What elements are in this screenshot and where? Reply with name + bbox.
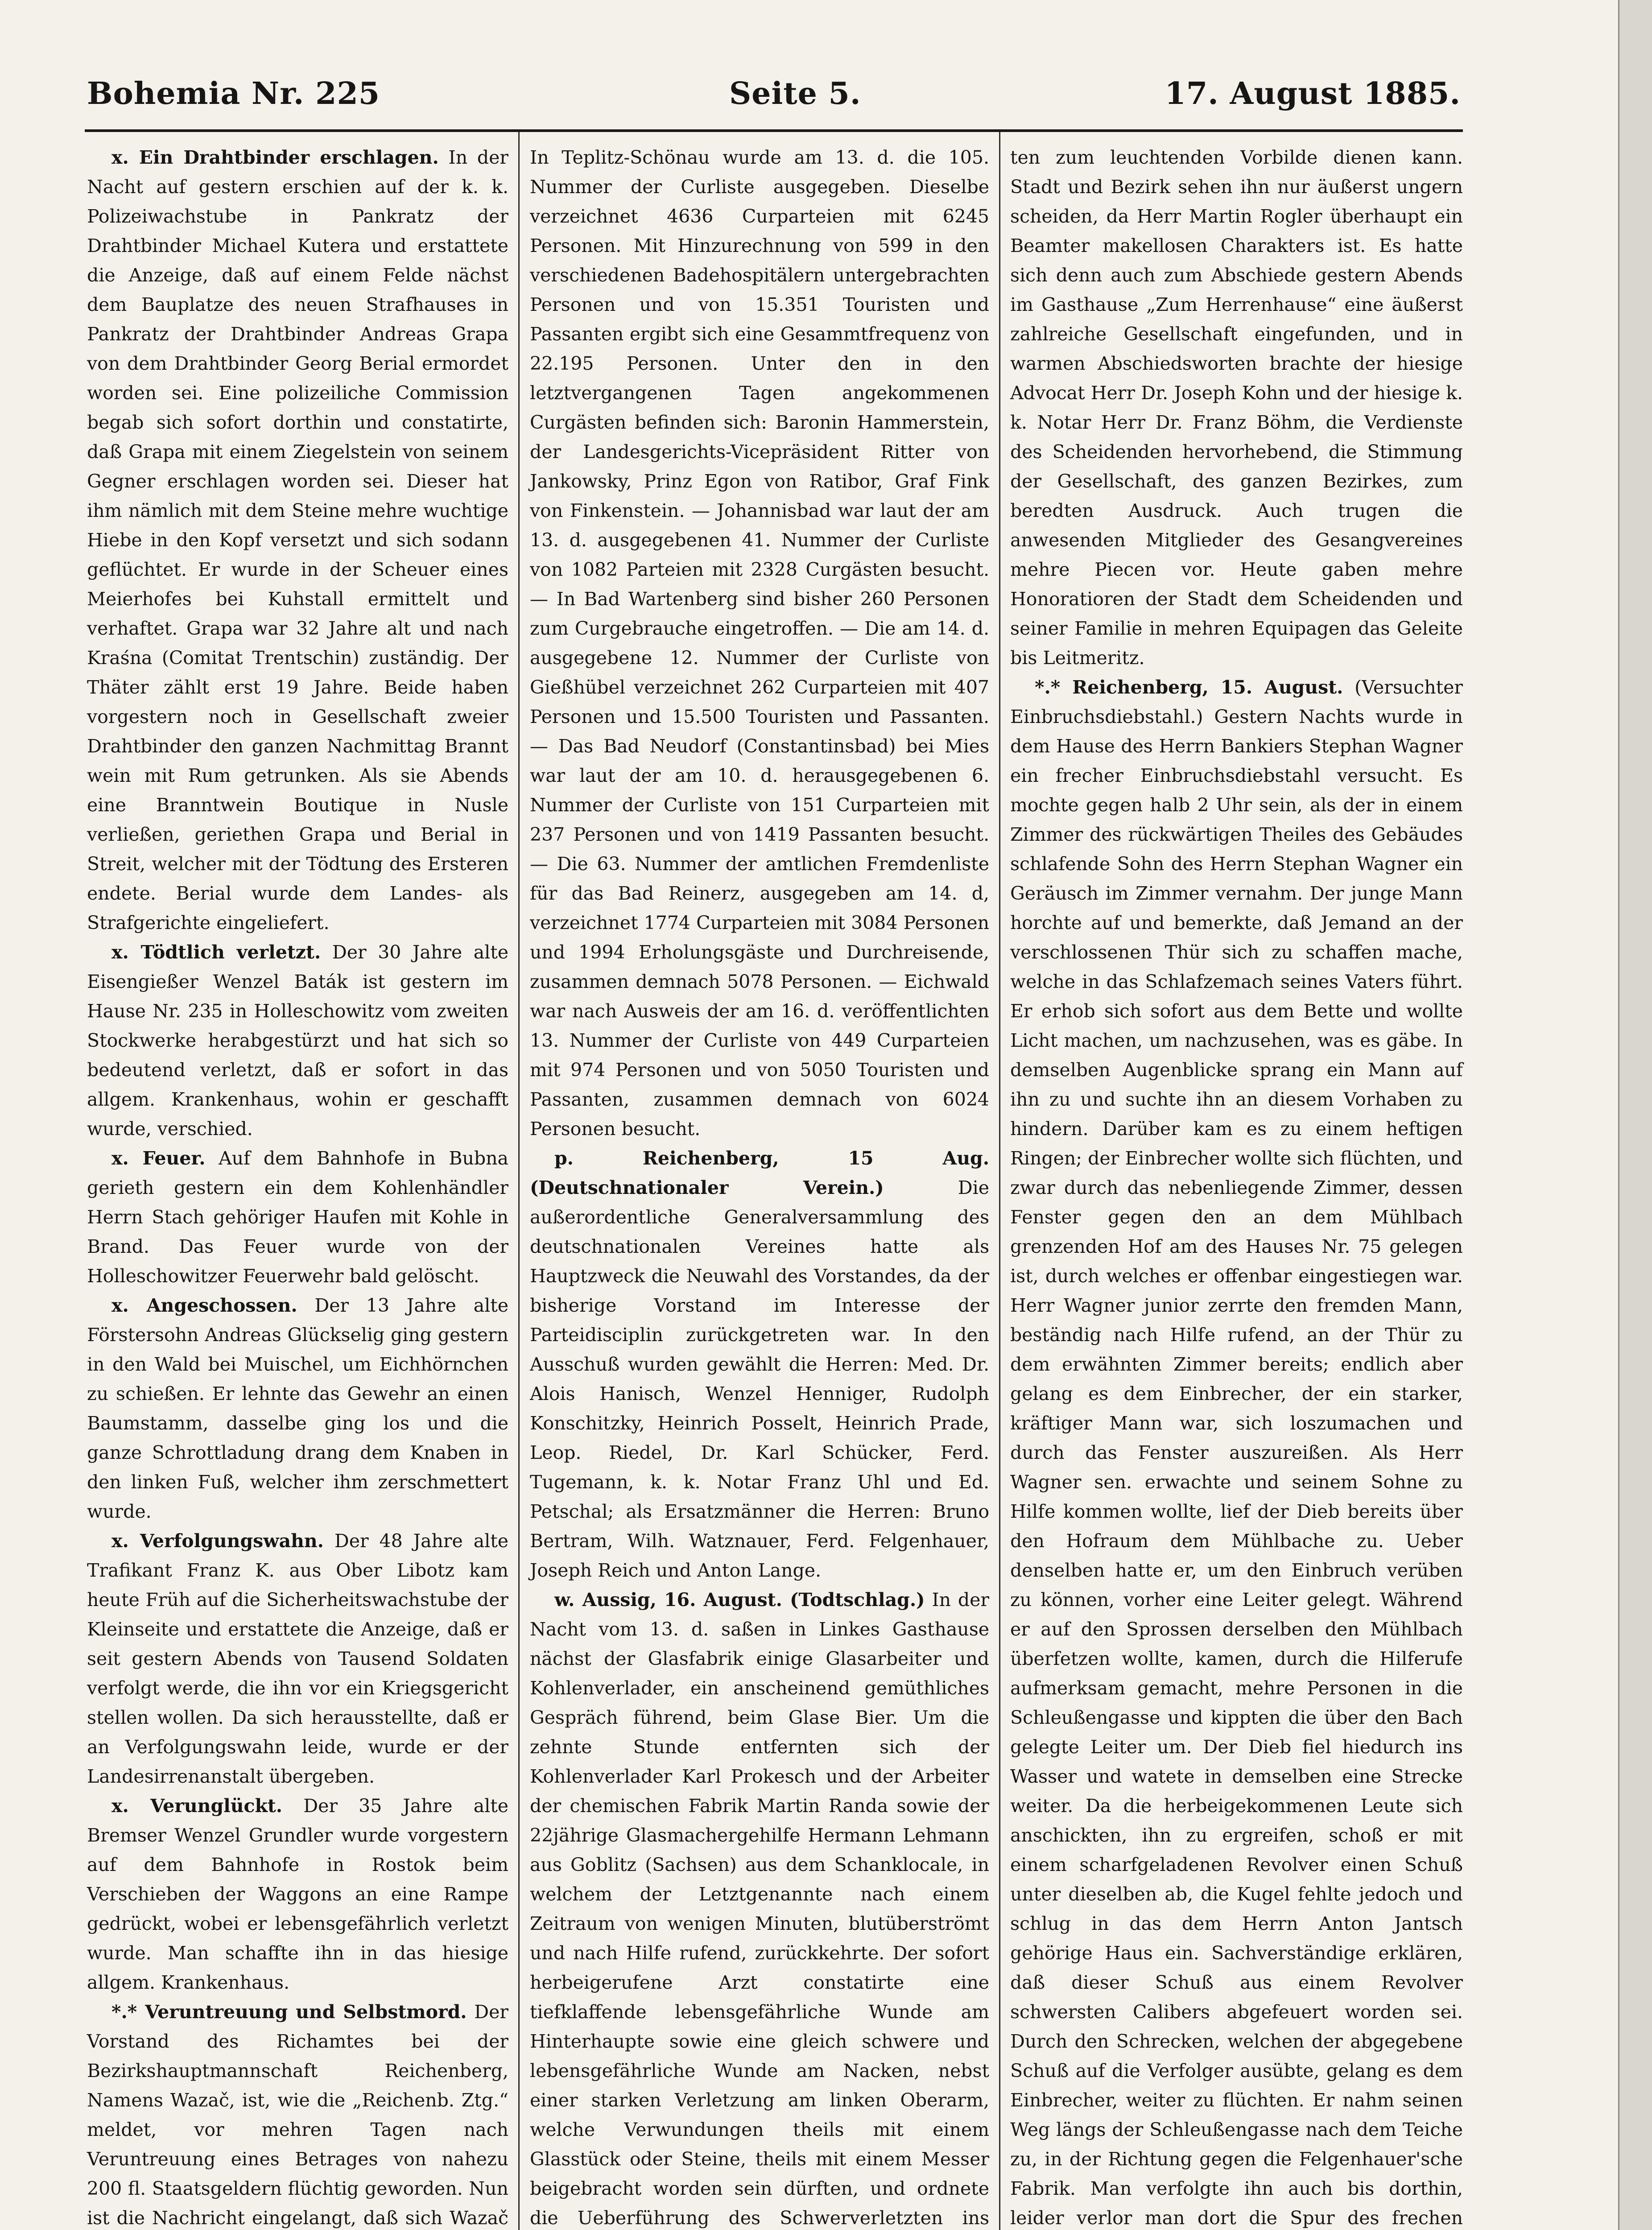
article-text: In Teplitz-Schönau wurde am 13. d. die 105. Nummer der Curliste ausgegeben. Dieselbe verzeichnet 4636 Curparteien mit 6245 Personen. Mit Hinzurechnung von 599 in den verschiedenen Badehospitälern untergebrachten Personen und von 15.351 Touristen und Passanten ergibt sich eine Gesammtfrequenz von 22.195 Personen. Unter den in den letztvergangenen Tagen angekommenen Curgästen befinden sich: Baronin Hammerstein, der Landesgerichts-Vicepräsident Ritter von Jankowsky, Prinz Egon von Ratibor, Graf Fink von Finkenstein. — Johannisbad war laut der am 13. d. ausgegebenen 41. Nummer der Curliste von 1082 Parteien mit 2328 Curgästen besucht. — In Bad Wartenberg sind bisher 260 Personen zum Curgebrauche eingetroffen. — Die am 14. d. ausgegebene 12. Nummer der Curliste von Gießhübel verzeichnet 262 Curparteien mit 407 Personen und 15.500 Touristen und Passanten. — Das Bad Neudorf (Constantinsbad) bei Mies war laut der am 10. d. herausgegebenen 6. Nummer der Curliste von 151 Curparteien mit 237 Personen und von 1419 Passanten besucht. — Die 63. Nummer der amtlichen Fremdenliste für das Bad Reinerz, ausgegeben am 14. d, verzeichnet 1774 Curparteien mit 3084 Personen und 1994 Erholungsgäste und Durchreisende, zusammen demnach 5078 Personen. — Eichwald war nach Ausweis der am 16. d. veröffentlichten 13. Nummer der Curliste von 449 Curparteien mit 974 Personen und von 5050 Touristen und Passanten, zusammen demnach von 6024 Personen besucht. [530,147,989,1140]
article-paragraph [87,1144,508,1291]
article-paragraph [87,1526,508,1791]
article-paragraph [530,1144,989,1585]
column-2 [530,143,989,2229]
page-header [87,76,1461,125]
article-text: Der 30 Jahre alte Eisengießer Wenzel Baták ist gestern im Hause Nr. 235 in Holleschowitz vom zweiten Stockwerke herabgestürzt und hat sich so bedeutend verletzt, daß er sofort in das allgem. Krankenhaus, wohin er geschafft wurde, verschied. [87,942,508,1140]
article-text: Der 35 Jahre alte Bremser Wenzel Grundler wurde vorgestern auf dem Bahnhofe in Rostok beim Verschieben der Waggons an eine Rampe gedrückt, wobei er lebensgefährlich verletzt wurde. Man schaffte ihn in das hiesige allgem. Krankenhaus. [87,1795,508,1993]
article-paragraph [87,143,508,937]
issue-date: 17. August 1885. [1165,76,1461,112]
article-heading: x. Feuer. [112,1148,206,1169]
article-paragraph [530,1585,989,2230]
article-text: In der Nacht vom 13. d. saßen in Linkes Gasthause nächst der Glasfabrik einige Glasarbeiter und Kohlenverlader, ein anscheinend gemüthliches Gespräch führend, beim Glase Bier. Um die zehnte Stunde entfernten sich der Kohlenverlader Karl Prokesch und der Arbeiter der chemischen Fabrik Martin Randa sowie der 22jährige Glasmachergehilfe Hermann Lehmann aus Goblitz (Sachsen) aus dem Schanklocale, in welchem der Letztgenannte nach einem Zeitraum von wenigen Minuten, blutüberströmt und nach Hilfe rufend, zurückkehrte. Der sofort herbeigerufene Arzt constatirte eine tiefklaffende lebensgefährliche Wunde am Hinterhaupte sowie eine gleich schwere und lebensgefährliche Wunde am Nacken, nebst einer starken Verletzung am linken Oberarm, welche Verwundungen theils mit einem Glasstück oder Steine, theils mit einem Messer beigebracht worden sein dürften, und ordnete die Ueberführung des Schwerverletzten ins [530,1589,989,2229]
page-edge [1618,0,1652,2230]
article-paragraph [87,937,508,1144]
article-text: In der Nacht auf gestern erschien auf der k. k. Polizeiwachstube in Pankratz der Drahtbinder Michael Kutera und erstattete die Anzeige, daß auf einem Felde nächst dem Bauplatze des neuen Strafhauses in Pankratz der Drahtbinder Andreas Grapa von dem Drahtbinder Georg Berial ermordet worden sei. Eine polizeiliche Commission begab sich sofort dorthin und constatirte, daß Grapa mit einem Ziegelstein von seinem Gegner erschlagen worden sei. Dieser hat ihm nämlich mit dem Steine mehre wuchtige Hiebe in den Kopf versetzt und sich sodann geflüchtet. Er wurde in der Scheuer eines Meierhofes bei Kuhstall ermittelt und verhaftet. Grapa war 32 Jahre alt und nach Kraśna (Comitat Trentschin) zuständig. Der Thäter zählt erst 19 Jahre. Beide haben vorgestern noch in Gesellschaft zweier Drahtbinder den ganzen Nachmittag Brannt wein mit Rum getrunken. Als sie Abends eine Branntwein Boutique in Nusle verließen, geriethen Grapa und Berial in Streit, welcher mit der Tödtung des Ersteren endete. Berial wurde dem Landes- als Strafgerichte eingeliefert. [87,147,508,933]
column-separator [999,132,1000,2230]
page-number: Seite 5. [729,76,861,112]
article-text: Der Vorstand des Richamtes bei der Bezirkshauptmannschaft Reichenberg, Namens Wazač, ist, wie die „Reichenb. Ztg.“ meldet, vor mehren Tagen nach Veruntreuung eines Betrages von nahezu 200 fl. Staatsgeldern flüchtig geworden. Nun ist die Nachricht eingelangt, daß sich Wazač [87,2001,508,2229]
column-3 [1010,143,1463,2229]
newspaper-title: Bohemia Nr. 225 [87,76,380,112]
article-text: (Versuchter Einbruchsdiebstahl.) Gestern Nachts wurde in dem Hause des Herrn Bankiers Stephan Wagner ein frecher Einbruchsdiebstahl versucht. Es mochte gegen halb 2 Uhr sein, als der in einem Zimmer des rückwärtigen Theiles des Gebäudes schlafende Sohn des Herrn Stephan Wagner ein Geräusch im Zimmer vernahm. Der junge Mann horchte auf und bemerkte, daß Jemand an der verschlossenen Thür sich zu schaffen mache, welche in das Schlafzemach seines Vaters führt. Er erhob sich sofort aus dem Bette und wollte Licht machen, um nachzusehen, was es gäbe. In demselben Augenblicke sprang ein Mann auf ihn zu und suchte ihn an diesem Vorhaben zu hindern. Darüber kam es zu einem heftigen Ringen; der Einbrecher wollte sich flüchten, und zwar durch das nebenliegende Zimmer, dessen Fenster gegen den an dem Mühlbach grenzenden Hof am des Hauses Nr. 75 gelegen ist, durch welches er offenbar eingestiegen war. Herr Wagner junior zerrte den fremden Mann, beständig nach Hilfe rufend, an der Thür zu dem erwähnten Zimmer bereits; endlich aber gelang es dem Einbrecher, der ein starker, kräftiger Mann war, sich loszumachen und durch das Fenster auszureißen. Als Herr Wagner sen. erwachte und seinem Sohne zu Hilfe kommen wollte, lief der Dieb bereits über den Hofraum dem Mühlbache zu. Ueber denselben hatte er, um den Einbruch verüben zu können, vorher eine Leiter gelegt. Während er auf den Sprossen derselben den Mühlbach überfetzen wollte, kamen, durch die Hilferufe aufmerksam gemacht, mehre Personen in die Schleußengasse und kippten die über den Bach gelegte Leiter um. Der Dieb fiel hiedurch ins Wasser und watete in demselben eine Strecke weiter. Da die herbeigekommenen Leute sich anschickten, ihn zu ergreifen, schoß er mit einem scharfgeladenen Revolver einen Schuß unter dieselben ab, die Kugel fehlte jedoch und schlug in das dem Herrn Anton Jantsch gehörige Haus ein. Sachverständige erklären, daß dieser Schuß aus einem Revolver schwersten Calibers abgefeuert worden sei. Durch den Schrecken, welchen der abgegebene Schuß auf die Verfolger ausübte, gelang es dem Einbrecher, weiter zu flüchten. Er nahm seinen Weg längs der Schleußengasse nach dem Teiche zu, in der Richtung gegen die Felgenhauer'sche Fabrik. Man verfolgte ihn auch bis dorthin, leider verlor man dort die Spur des frechen [1010,677,1463,2229]
article-paragraph [1010,143,1463,673]
article-paragraph [87,1997,508,2230]
article-heading: x. Verfolgungswahn. [112,1530,324,1552]
article-heading: x. Tödtlich verletzt. [112,942,321,963]
article-heading: x. Angeschossen. [112,1295,297,1316]
article-heading: x. Verunglückt. [112,1795,283,1817]
article-heading: *.* Reichenberg, 15. August. [1035,677,1343,698]
article-heading: w. Aussig, 16. August. (Todtschlag.) [554,1589,925,1611]
article-text: Der 13 Jahre alte Förstersohn Andreas Glückselig ging gestern in den Wald bei Muischel, um Eichhörnchen zu schießen. Er lehnte das Gewehr an einen Baumstamm, dasselbe ging los und die ganze Schrottladung drang dem Knaben in den linken Fuß, welcher ihm zerschmettert wurde. [87,1295,508,1522]
article-text: Die außerordentliche Generalversammlung des deutschnationalen Vereines hatte als Hauptzweck die Neuwahl des Vorstandes, da der bisherige Vorstand im Interesse der Parteidisciplin zurückgetreten war. In den Ausschuß wurden gewählt die Herren: Med. Dr. Alois Hanisch, Wenzel Henniger, Rudolph Konschitzky, Heinrich Posselt, Heinrich Prade, Leop. Riedel, Dr. Karl Schücker, Ferd. Tugemann, k. k. Notar Franz Uhl und Ed. Petschal; als Ersatzmänner die Herren: Bruno Bertram, Wilh. Watznauer, Ferd. Felgenhauer, Joseph Reich und Anton Lange. [530,1177,989,1581]
article-heading: x. Ein Drahtbinder erschlagen. [112,147,439,168]
article-text: Der 48 Jahre alte Trafikant Franz K. aus Ober Libotz kam heute Früh auf die Sicherheitswachstube der Kleinseite und erstattete die Anzeige, daß er seit gestern Abends von Tausend Soldaten verfolgt werde, die ihn vor ein Kriegsgericht stellen wollen. Da sich herausstellte, daß er an Verfolgungswahn leide, wurde er der Landesirrenanstalt übergeben. [87,1530,508,1787]
article-text: ten zum leuchtenden Vorbilde dienen kann. Stadt und Bezirk sehen ihn nur äußerst ungern scheiden, da Herr Martin Rogler überhaupt ein Beamter makellosen Charakters ist. Es hatte sich denn auch zum Abschiede gestern Abends im Gasthause „Zum Herrenhause“ eine äußerst zahlreiche Gesellschaft eingefunden, und in warmen Abschiedsworten brachte der hiesige Advocat Herr Dr. Joseph Kohn und der hiesige k. k. Notar Herr Dr. Franz Böhm, die Verdienste des Scheidenden hervorhebend, die Stimmung der Gesellschaft, des ganzen Bezirkes, zum beredten Ausdruck. Auch trugen die anwesenden Mitglieder des Gesangvereines mehre Piecen vor. Heute gaben mehre Honoratioren der Stadt dem Scheidenden und seiner Familie in mehren Equipagen das Geleite bis Leitmeritz. [1010,147,1463,669]
article-heading: p. Reichenberg, 15 Aug. (Deutschnationaler Verein.) [530,1148,989,1198]
column-1 [87,143,508,2229]
article-paragraph [1010,673,1463,2230]
article-paragraph [530,143,989,1144]
article-text: Auf dem Bahnhofe in Bubna gerieth gestern ein dem Kohlenhändler Herrn Stach gehöriger Haufen mit Kohle in Brand. Das Feuer wurde von der Holleschowitzer Feuerwehr bald gelöscht. [87,1148,508,1287]
article-paragraph [87,1791,508,1997]
header-rule [85,129,1463,132]
column-separator [518,132,520,2230]
article-paragraph [87,1291,508,1526]
article-heading: *.* Veruntreuung und Selbstmord. [112,2001,467,2023]
